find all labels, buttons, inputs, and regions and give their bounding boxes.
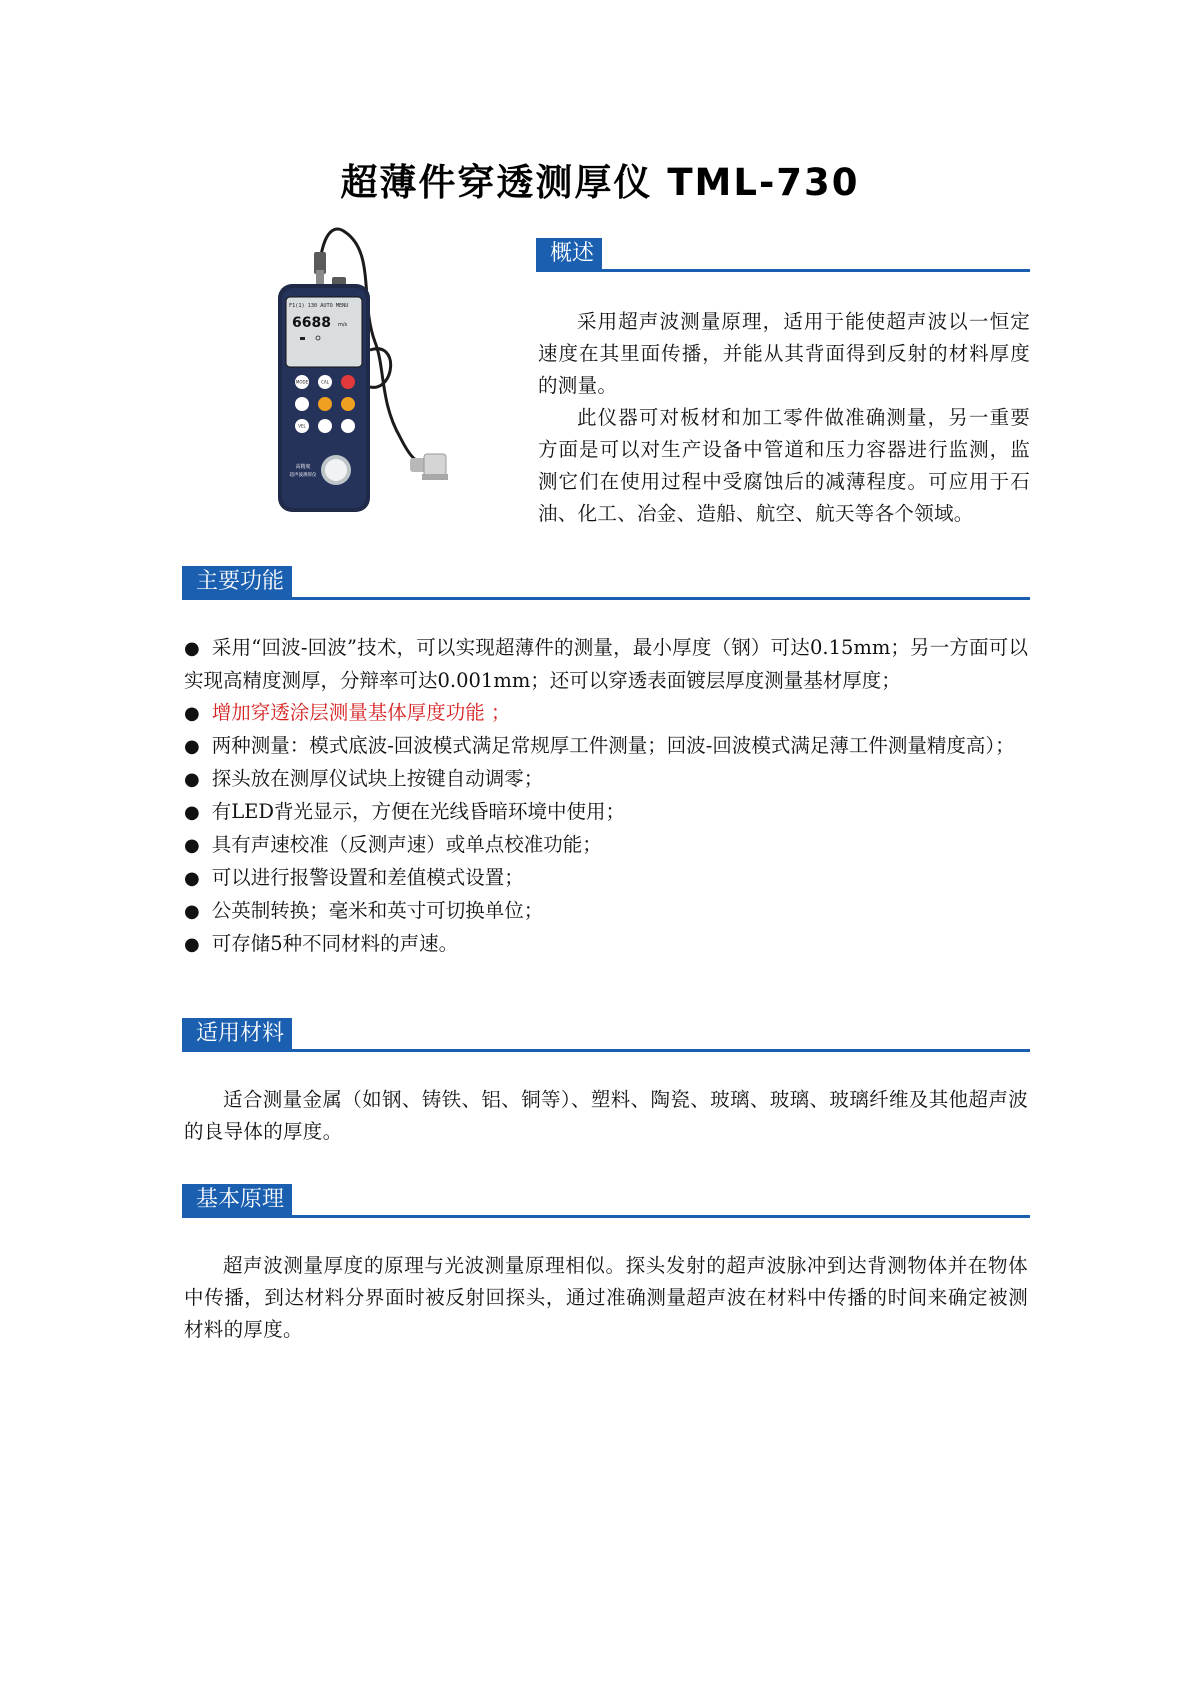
materials-heading-label: 适用材料 [182,1018,292,1050]
overview-text [538,306,1030,530]
materials-paragraph: 适合测量金属（如钢、铸铁、铝、铜等）、塑料、陶瓷、玻璃、玻璃、玻璃纤维及其他超声波的良导体的厚度。 [184,1088,1028,1143]
principle-heading [182,1184,1030,1218]
cal-key-label: CAL [321,379,329,385]
divider [182,597,1030,600]
bullet-icon: ● [184,638,200,659]
page-title: 超薄件穿透测厚仪 TML-730 [340,161,860,204]
bullet-icon: ● [184,769,200,790]
list-item: ● 具有声速校准（反测声速）或单点校准功能； [184,833,602,856]
screen-reading: 6688 [292,315,331,331]
principle-paragraph: 超声波测量厚度的原理与光波测量原理相似。探头发射的超声波脉冲到达背测物体并在物体中传播，到达材料分界面时被反射回探头，通过准确测量超声波在材料中传播的时间来确定被测材料的厚度。 [184,1254,1028,1341]
bullet-icon: ● [184,868,200,889]
bullet-icon: ● [184,703,200,724]
list-item-highlight: ● 增加穿透涂层测量基体厚度功能 ； [184,701,511,724]
bullet-icon: ● [184,901,200,922]
bullet-icon: ● [184,736,200,757]
overview-heading [536,238,1030,272]
divider [182,1049,1030,1052]
screen-status-text: F1(1) 130 AUTO MENU [289,303,349,309]
overview-heading-label: 概述 [536,238,602,270]
bullet-icon: ● [184,934,200,955]
device-label-line2: 超声波测厚仪 [289,473,317,478]
bullet-icon: ● [184,802,200,823]
principle-heading-label: 基本原理 [182,1184,292,1216]
list-item: ● 可以进行报警设置和差值模式设置； [184,866,524,889]
list-item: ● 探头放在测厚仪试块上按键自动调零； [184,767,544,790]
list-item: ● 两种测量：模式底波-回波模式满足常规厚工件测量；回波-回波模式满足薄工件测量精度高）； [184,734,1015,757]
materials-heading [182,1018,1030,1052]
principle-text [184,1250,1028,1346]
device-label-line1: 高精度 [295,464,311,470]
overview-paragraph-1: 采用超声波测量原理，适用于能使超声波以一恒定速度在其里面传播，并能从其背面得到反射的材料厚度的测量。 [538,310,1030,397]
list-item: ● 公英制转换；毫米和英寸可切换单位； [184,899,544,922]
functions-list [184,632,1028,961]
list-item: ● 有LED背光显示，方便在光线昏暗环境中使用； [184,800,626,823]
bullet-icon: ● [184,835,200,856]
overview-paragraph-2: 此仪器可对板材和加工零件做准确测量，另一重要方面是可以对生产设备中管道和压力容器进行监测，监测它们在使用过程中受腐蚀后的减薄程度。可应用于石油、化工、冶金、造船、航空、航天等各个领域。 [538,406,1030,525]
functions-heading-label: 主要功能 [182,566,292,598]
materials-text [184,1084,1028,1148]
list-item: ● 可存储5种不同材料的声速。 [184,932,459,955]
mode-key-label: MODE [295,379,309,385]
divider [182,1215,1030,1218]
divider [536,269,1030,272]
screen-unit: m/s [338,322,348,328]
list-item: ● 采用“回波-回波”技术，可以实现超薄件的测量，最小厚度（钢）可达0.15mm；另一方面可以实现高精度测厚，分辩率可达0.001mm；还可以穿透表面镀层厚度测量基材厚度； [184,636,1028,692]
thickness-gauge-image [270,222,480,522]
functions-heading [182,566,1030,600]
vel-key-label: VEL [298,423,306,429]
